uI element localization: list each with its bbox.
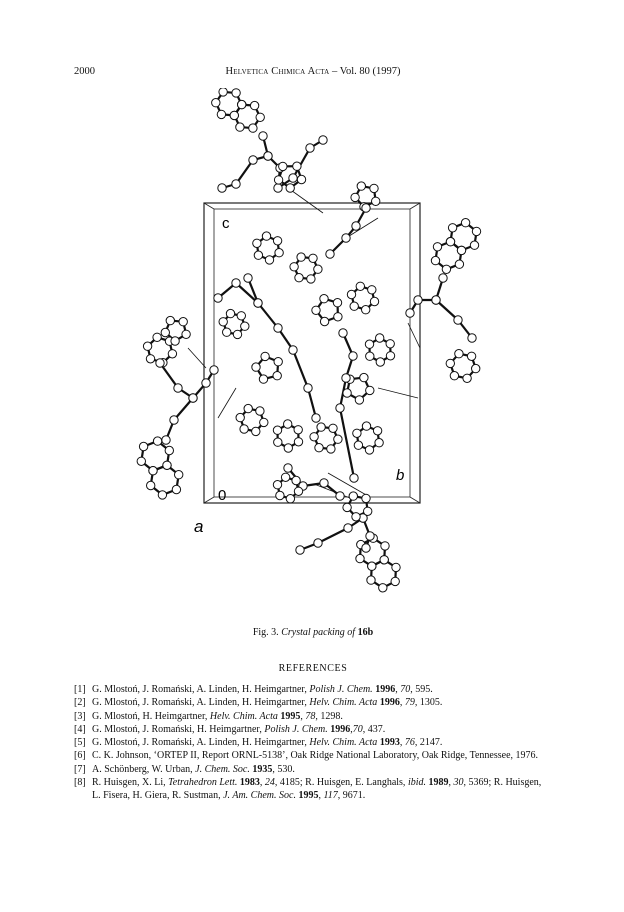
reference-item: [74, 763, 552, 776]
reference-number: [1]: [74, 684, 86, 695]
reference-authors: R. Huisgen, E. Langhals,: [305, 777, 408, 789]
reference-pages: , 2147.: [414, 737, 443, 749]
reference-pages: , 437.: [362, 723, 386, 735]
reference-item: [1] G. Mlostoń, J. Romański, A. Linden, H. Heimgartner, Polish J. Chem. 1996, 70, 595.: [74, 684, 433, 695]
reference-authors: G. Mlostoń, H. Heimgartner,: [92, 710, 210, 722]
reference-journal: Helv. Chim. Acta: [209, 710, 278, 722]
reference-number: [6]: [74, 750, 86, 762]
page-number: 2000: [74, 66, 95, 77]
reference-journal: Helv. Chim. Acta: [309, 737, 378, 749]
reference-pages: , 5369;: [463, 777, 494, 789]
reference-pages: , 1305.: [414, 697, 443, 709]
reference-item: [2] G. Mlostoń, J. Romański, A. Linden, H. Heimgartner, Helv. Chim. Acta 1996, 79, 1305.: [74, 697, 443, 709]
crystal-packing-diagram: [118, 88, 508, 613]
journal-name: Helvetica Chimica Acta: [225, 66, 330, 77]
caption-title: Crystal packing of: [281, 627, 358, 638]
reference-journal: Helv. Chim. Acta: [309, 697, 378, 709]
running-head: [74, 66, 552, 77]
reference-journal: Polish J. Chem.: [309, 684, 373, 695]
caption-compound: 16b: [357, 627, 374, 638]
axis-label-origin: 0: [218, 487, 227, 504]
atoms: [137, 88, 481, 592]
caption-prefix: Fig. 3.: [252, 627, 282, 638]
reference-year: 1983: [239, 777, 260, 789]
reference-year: 1995: [280, 710, 301, 722]
reference-volume: 76: [404, 737, 415, 749]
reference-volume: 117: [323, 790, 338, 802]
reference-journal: J. Am. Chem. Soc.: [223, 790, 296, 802]
reference-volume: 30: [453, 777, 464, 789]
reference-journal: J. Chem. Soc.: [195, 763, 250, 775]
reference-volume: 78: [305, 710, 316, 722]
reference-number: [5]: [74, 737, 86, 749]
reference-year: 1989: [428, 777, 449, 789]
reference-item: [8] R. Huisgen, X. Li, Tetrahedron Lett. 1983, 24, 4185; R. Huisgen, E. Langhals, ibid. 1989, 30, 5369; R. Huisgen, L. Fisera, H. Giera, R. Sustman, J. Am. Chem. Soc. 1995, 117, 9671.: [74, 777, 542, 802]
reference-year: 1995: [298, 790, 319, 802]
reference-item: [5] G. Mlostoń, J. Romański, A. Linden, H. Heimgartner, Helv. Chim. Acta 1993, 76, 2147.: [74, 737, 443, 749]
reference-pages: , 4185;: [274, 777, 306, 789]
contact-lines: [188, 188, 420, 498]
reference-year: 1996: [379, 697, 400, 709]
axis-label-b: b: [396, 467, 405, 484]
reference-year: 1935: [252, 763, 273, 775]
reference-number: [3]: [74, 710, 86, 722]
reference-year: 1996: [375, 684, 396, 695]
reference-number: [4]: [74, 723, 86, 735]
reference-volume: 70: [352, 723, 363, 735]
reference-pages: , 9671.: [337, 790, 366, 802]
reference-pages: , 1298.: [315, 710, 343, 722]
reference-item: [4] G. Mlostoń, J. Romański, H. Heimgartner, Polish J. Chem. 1996,70, 437.: [74, 723, 386, 735]
reference-authors: G. Mlostoń, J. Romański, A. Linden, H. Heimgartner,: [92, 697, 310, 709]
reference-journal: Tetrahedron Lett.: [168, 777, 238, 789]
reference-authors: G. Mlostoń, J. Romański, A. Linden, H. Heimgartner,: [92, 737, 310, 749]
references-heading: REFERENCES: [278, 663, 348, 674]
reference-number: [8]: [74, 777, 86, 789]
reference-number: [7]: [74, 763, 86, 775]
figure-caption: [74, 627, 552, 638]
reference-journal: ibid.: [407, 777, 426, 789]
crystal-packing-figure: [118, 88, 508, 613]
molecular-bonds: [141, 92, 476, 588]
reference-year: 1993: [379, 737, 400, 749]
journal-volume: – Vol. 80 (1997): [332, 66, 401, 77]
reference-volume: 24: [264, 777, 275, 789]
reference-authors: G. Mlostoń, J. Romański, H. Heimgartner,: [92, 723, 265, 735]
reference-number: [2]: [74, 697, 86, 709]
reference-year: 1996: [330, 723, 351, 735]
reference-journal: Polish J. Chem.: [264, 723, 328, 735]
reference-authors: G. Mlostoń, J. Romański, A. Linden, H. Heimgartner,: [92, 684, 310, 695]
axis-label-a: a: [194, 517, 204, 536]
reference-volume: 79: [404, 697, 415, 709]
reference-item: [74, 749, 552, 762]
reference-authors: R. Huisgen, L. Fisera, H. Giera, R. Sustman,: [92, 777, 542, 802]
reference-volume: 70: [400, 684, 411, 695]
page-header: [74, 66, 552, 80]
reference-pages: , 530.: [272, 763, 295, 775]
references-list: [74, 683, 552, 803]
reference-authors: A. Schönberg, W. Urban,: [92, 763, 196, 775]
axis-label-c: c: [222, 215, 230, 232]
reference-pages: , 595.: [410, 684, 433, 695]
reference-item: [3] G. Mlostoń, H. Heimgartner, Helv. Chim. Acta 1995, 78, 1298.: [74, 710, 343, 722]
reference-text: C. K. Johnson, ‘ORTEP II, Report ORNL-5138’, Oak Ridge National Laboratory, Oak Ridge, Tennessee, 1976.: [92, 750, 539, 762]
reference-authors: R. Huisgen, X. Li,: [92, 777, 169, 789]
